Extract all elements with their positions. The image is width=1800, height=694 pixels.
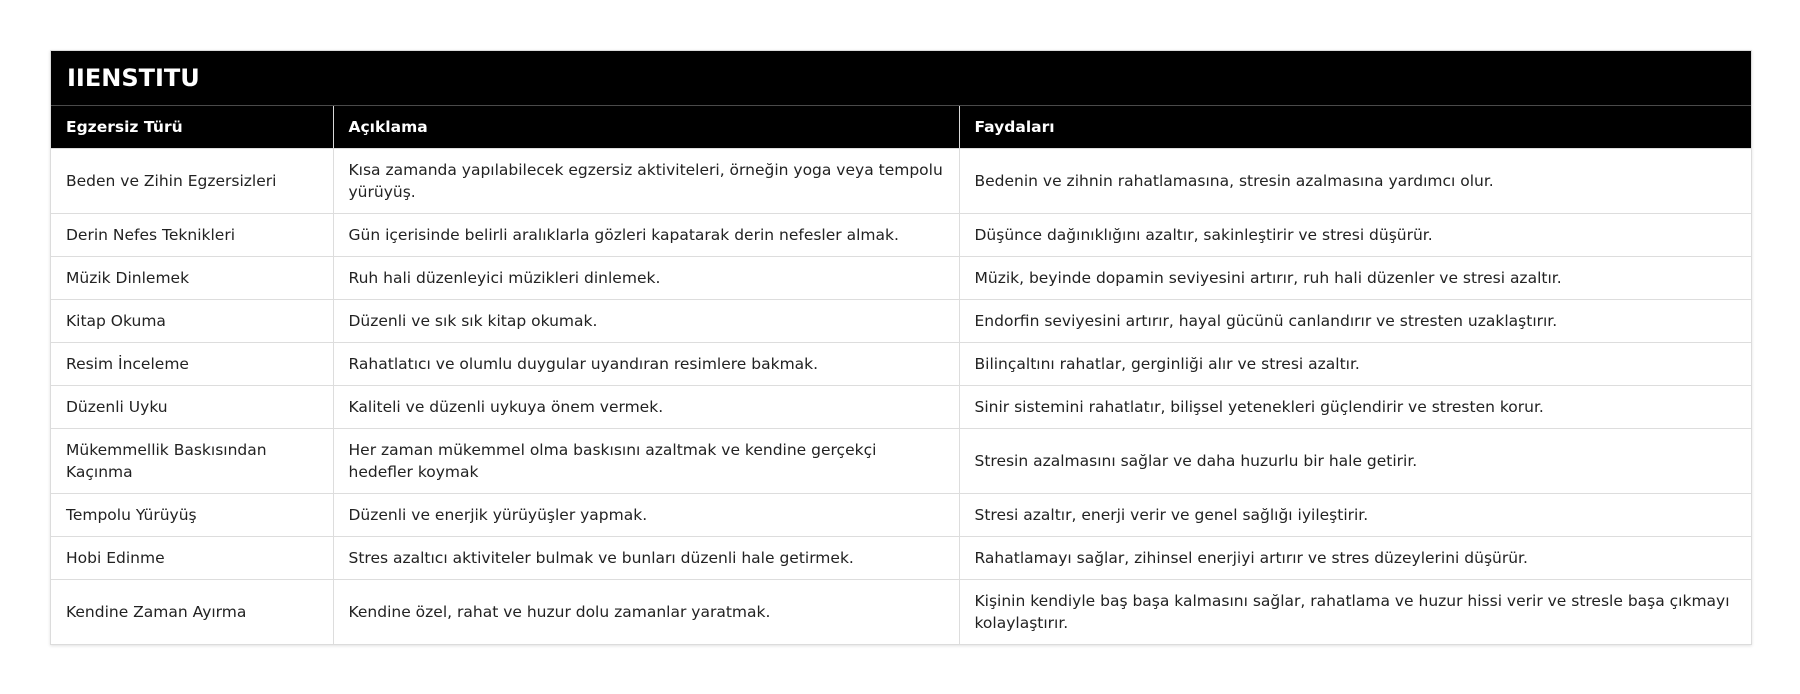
cell-description: Kendine özel, rahat ve huzur dolu zamanlar yaratmak. bbox=[333, 579, 959, 644]
column-header-description: Açıklama bbox=[333, 106, 959, 148]
column-header-exercise-type: Egzersiz Türü bbox=[51, 106, 333, 148]
column-header-benefits: Faydaları bbox=[959, 106, 1751, 148]
cell-description: Her zaman mükemmel olma baskısını azaltmak ve kendine gerçekçi hedefler koymak bbox=[333, 428, 959, 493]
cell-description: Kaliteli ve düzenli uykuya önem vermek. bbox=[333, 385, 959, 428]
table-row bbox=[51, 213, 1751, 256]
brand-title: IIENSTITU bbox=[51, 51, 1751, 106]
table-header bbox=[51, 106, 1751, 148]
exercise-table bbox=[51, 106, 1751, 644]
exercise-table-card bbox=[50, 50, 1752, 645]
header-row bbox=[51, 106, 1751, 148]
cell-exercise-type: Mükemmellik Baskısından Kaçınma bbox=[51, 428, 333, 493]
table-row bbox=[51, 428, 1751, 493]
cell-benefits: Kişinin kendiyle baş başa kalmasını sağlar, rahatlama ve huzur hissi verir ve stresle başa çıkmayı kolaylaştırır. bbox=[959, 579, 1751, 644]
cell-description: Düzenli ve enerjik yürüyüşler yapmak. bbox=[333, 493, 959, 536]
cell-benefits: Sinir sistemini rahatlatır, bilişsel yetenekleri güçlendirir ve stresten korur. bbox=[959, 385, 1751, 428]
table-row bbox=[51, 342, 1751, 385]
cell-description: Gün içerisinde belirli aralıklarla gözleri kapatarak derin nefesler almak. bbox=[333, 213, 959, 256]
table-row bbox=[51, 385, 1751, 428]
cell-benefits: Bedenin ve zihnin rahatlamasına, stresin azalmasına yardımcı olur. bbox=[959, 148, 1751, 213]
cell-exercise-type: Müzik Dinlemek bbox=[51, 256, 333, 299]
table-row bbox=[51, 579, 1751, 644]
cell-exercise-type: Kendine Zaman Ayırma bbox=[51, 579, 333, 644]
cell-exercise-type: Kitap Okuma bbox=[51, 299, 333, 342]
table-row bbox=[51, 256, 1751, 299]
cell-benefits: Müzik, beyinde dopamin seviyesini artırır, ruh hali düzenler ve stresi azaltır. bbox=[959, 256, 1751, 299]
cell-description: Rahatlatıcı ve olumlu duygular uyandıran resimlere bakmak. bbox=[333, 342, 959, 385]
cell-exercise-type: Resim İnceleme bbox=[51, 342, 333, 385]
table-body bbox=[51, 148, 1751, 644]
cell-description: Düzenli ve sık sık kitap okumak. bbox=[333, 299, 959, 342]
cell-exercise-type: Beden ve Zihin Egzersizleri bbox=[51, 148, 333, 213]
cell-benefits: Stresin azalmasını sağlar ve daha huzurlu bir hale getirir. bbox=[959, 428, 1751, 493]
table-row bbox=[51, 299, 1751, 342]
cell-exercise-type: Derin Nefes Teknikleri bbox=[51, 213, 333, 256]
cell-benefits: Stresi azaltır, enerji verir ve genel sağlığı iyileştirir. bbox=[959, 493, 1751, 536]
cell-description: Kısa zamanda yapılabilecek egzersiz aktiviteleri, örneğin yoga veya tempolu yürüyüş. bbox=[333, 148, 959, 213]
table-row bbox=[51, 148, 1751, 213]
cell-exercise-type: Hobi Edinme bbox=[51, 536, 333, 579]
cell-benefits: Endorfin seviyesini artırır, hayal gücünü canlandırır ve stresten uzaklaştırır. bbox=[959, 299, 1751, 342]
cell-benefits: Bilinçaltını rahatlar, gerginliği alır ve stresi azaltır. bbox=[959, 342, 1751, 385]
cell-description: Stres azaltıcı aktiviteler bulmak ve bunları düzenli hale getirmek. bbox=[333, 536, 959, 579]
table-row bbox=[51, 493, 1751, 536]
cell-benefits: Rahatlamayı sağlar, zihinsel enerjiyi artırır ve stres düzeylerini düşürür. bbox=[959, 536, 1751, 579]
cell-exercise-type: Tempolu Yürüyüş bbox=[51, 493, 333, 536]
cell-description: Ruh hali düzenleyici müzikleri dinlemek. bbox=[333, 256, 959, 299]
cell-benefits: Düşünce dağınıklığını azaltır, sakinleştirir ve stresi düşürür. bbox=[959, 213, 1751, 256]
table-row bbox=[51, 536, 1751, 579]
cell-exercise-type: Düzenli Uyku bbox=[51, 385, 333, 428]
